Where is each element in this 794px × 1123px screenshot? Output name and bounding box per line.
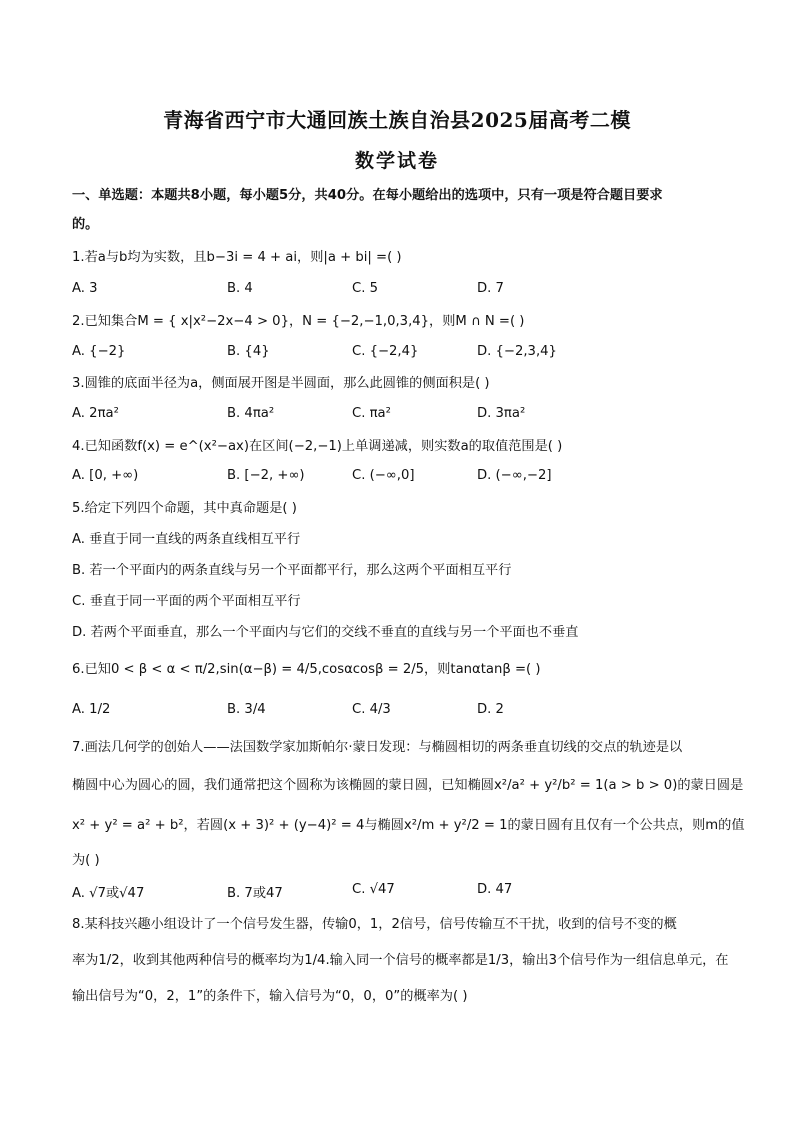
question-3-option-a: A. 2πa² (72, 406, 119, 421)
question-6-option-a: A. 1/2 (72, 702, 111, 717)
question-4-stem: 4.已知函数f(x) = e^(x²−ax)在区间(−2,−1)上单调递减，则实数a的取值范围是( ) (72, 439, 563, 454)
question-6-stem: 6.已知0 < β < α < π/2,sin(α−β) = 4/5,cosαcosβ = 2/5，则tanαtanβ =( ) (72, 662, 541, 677)
question-7-option-c: C. √47 (352, 882, 395, 897)
question-8-stem-line-1: 8.某科技兴趣小组设计了一个信号发生器，传输0，1，2信号，信号传输互不干扰，收到的信号不变的概 (72, 917, 677, 932)
question-2-option-a: A. {−2} (72, 344, 126, 359)
question-7-stem-line-4: 为( ) (72, 853, 100, 868)
question-5-option-a: A. 垂直于同一直线的两条直线相互平行 (72, 532, 301, 547)
question-5-option-d: D. 若两个平面垂直，那么一个平面内与它们的交线不垂直的直线与另一个平面也不垂直 (72, 625, 579, 640)
question-6-option-b: B. 3/4 (227, 702, 266, 717)
question-3-stem: 3.圆锥的底面半径为a，侧面展开图是半圆面，那么此圆锥的侧面积是( ) (72, 376, 490, 391)
question-4-option-b: B. [−2, +∞) (227, 468, 305, 483)
question-6-option-d: D. 2 (477, 702, 504, 717)
exam-subtitle: 数学试卷 (354, 150, 439, 172)
question-7-option-a: A. √7或√47 (72, 886, 145, 901)
question-4-option-c: C. (−∞,0] (352, 468, 415, 483)
question-5-option-b: B. 若一个平面内的两条直线与另一个平面都平行，那么这两个平面相互平行 (72, 563, 512, 578)
question-2-option-c: C. {−2,4} (352, 344, 419, 359)
question-7-stem-line-3: x² + y² = a² + b²，若圆(x + 3)² + (y−4)² = 4与椭圆x²/m + y²/2 = 1的蒙日圆有且仅有一个公共点，则m的值 (72, 818, 745, 833)
question-5-option-c: C. 垂直于同一平面的两个平面相互平行 (72, 594, 301, 609)
question-8-stem-line-3: 输出信号为“0，2，1”的条件下，输入信号为“0，0，0”的概率为( ) (72, 989, 468, 1004)
question-7-stem-line-2: 椭圆中心为圆心的圆，我们通常把这个圆称为该椭圆的蒙日圆，已知椭圆x²/a² + y²/b² = 1(a > b > 0)的蒙日圆是 (72, 778, 744, 793)
question-7-option-b: B. 7或47 (227, 886, 283, 901)
question-4-option-d: D. (−∞,−2] (477, 468, 552, 483)
exam-title: 青海省西宁市大通回族土族自治县2025届高考二模 (163, 108, 631, 132)
question-8-stem-line-2: 率为1/2，收到其他两种信号的概率均为1/4.输入同一个信号的概率都是1/3，输出3个信号作为一组信息单元，在 (72, 953, 729, 968)
question-2-option-b: B. {4} (227, 344, 270, 359)
question-6-option-c: C. 4/3 (352, 702, 391, 717)
question-3-option-c: C. πa² (352, 406, 391, 421)
question-1-option-c: C. 5 (352, 281, 378, 296)
question-1-option-b: B. 4 (227, 281, 253, 296)
question-7-stem-line-1: 7.画法几何学的创始人——法国数学家加斯帕尔·蒙日发现：与椭圆相切的两条垂直切线的交点的轨迹是以 (72, 740, 683, 755)
question-7-option-d: D. 47 (477, 882, 513, 897)
section-heading-line-2: 的。 (72, 217, 99, 232)
question-4-option-a: A. [0, +∞) (72, 468, 139, 483)
question-5-stem: 5.给定下列四个命题，其中真命题是( ) (72, 501, 297, 516)
question-1-option-d: D. 7 (477, 281, 504, 296)
question-1-option-a: A. 3 (72, 281, 98, 296)
question-2-stem: 2.已知集合M = { x|x²−2x−4 > 0}，N = {−2,−1,0,3,4}，则M ∩ N =( ) (72, 314, 525, 329)
question-3-option-d: D. 3πa² (477, 406, 526, 421)
section-heading-line-1: 一、单选题：本题共8小题，每小题5分，共40分。在每小题给出的选项中，只有一项是符合题目要求 (72, 188, 663, 203)
question-3-option-b: B. 4πa² (227, 406, 275, 421)
question-1-stem: 1.若a与b均为实数，且b−3i = 4 + ai，则|a + bi| =( ) (72, 250, 402, 265)
question-2-option-d: D. {−2,3,4} (477, 344, 557, 359)
